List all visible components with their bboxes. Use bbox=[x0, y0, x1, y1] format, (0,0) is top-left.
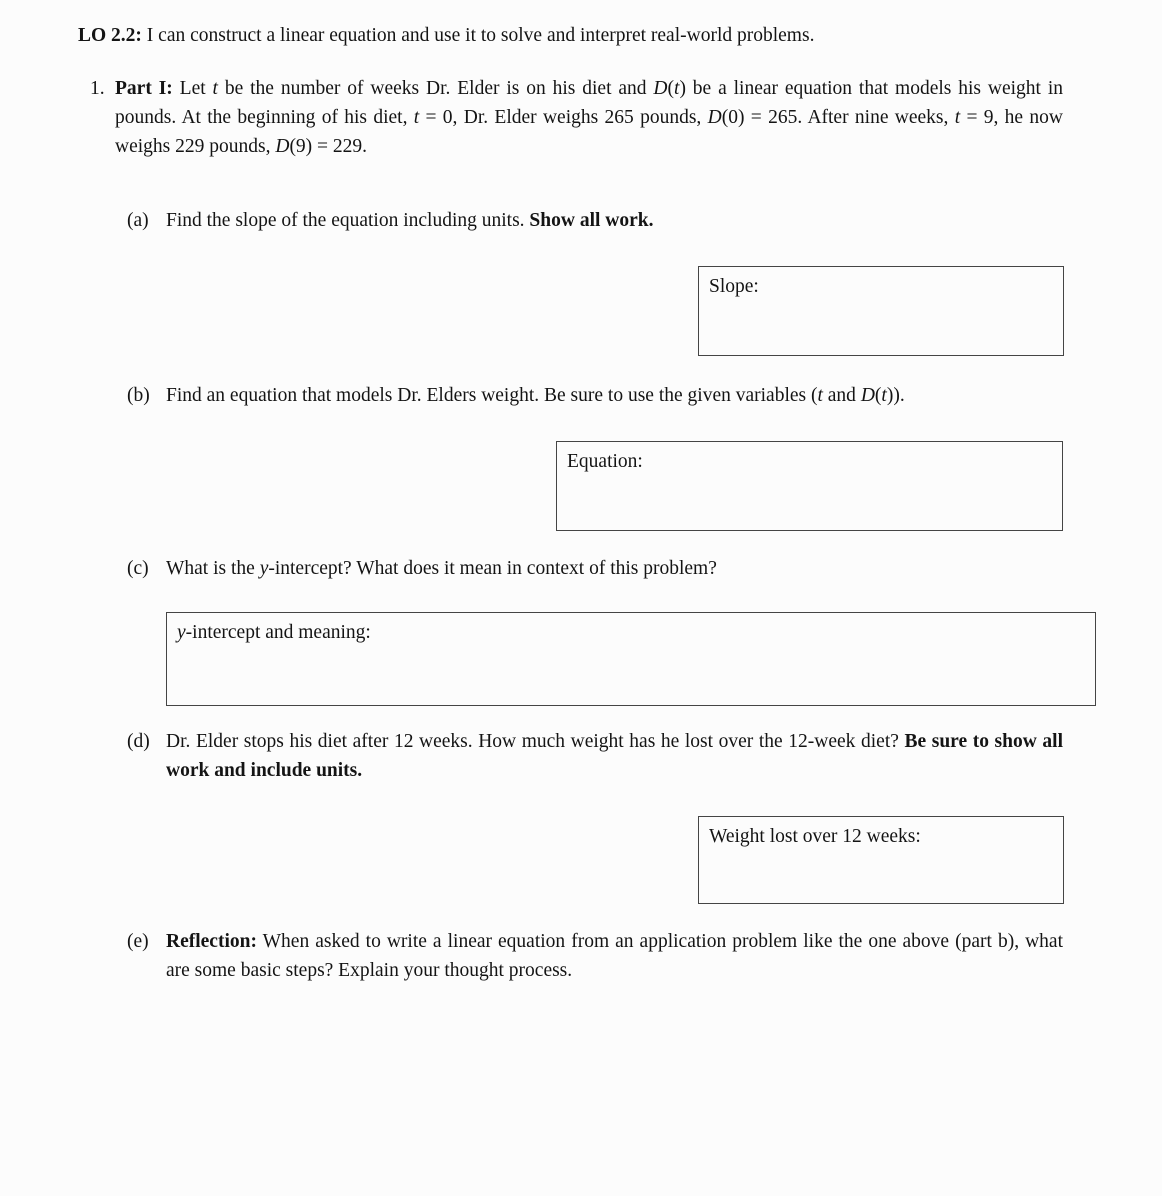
weight-lost-answer-box bbox=[698, 816, 1064, 904]
part-a-text: Find the slope of the equation including units. Show all work. bbox=[166, 210, 654, 232]
problem-number: 1. bbox=[90, 77, 105, 99]
problem-1 bbox=[90, 75, 1063, 162]
part-e-letter: (e) bbox=[127, 930, 149, 952]
part-d-letter: (d) bbox=[127, 731, 150, 753]
part-a-letter: (a) bbox=[127, 210, 149, 232]
weight-lost-box-label: Weight lost over 12 weeks: bbox=[709, 825, 921, 847]
part-b-text: Find an equation that models Dr. Elders weight. Be sure to use the given variables (t and D(t)). bbox=[166, 385, 905, 407]
part-c-text: What is the y-intercept? What does it mean in context of this problem? bbox=[166, 558, 717, 580]
part-c bbox=[127, 555, 1063, 584]
y-intercept-box-label: y-intercept and meaning: bbox=[177, 622, 371, 644]
lo-heading-label: LO 2.2: bbox=[78, 25, 142, 46]
part-e-text: Reflection: When asked to write a linear equation from an application problem like the one above (part b), what are some basic steps? Explain your thought process. bbox=[166, 930, 1063, 981]
problem-intro: Part I: Let t be the number of weeks Dr. Elder is on his diet and D(t) be a linear equation that models his weight in pounds. At the beginning of his diet, t = 0, Dr. Elder weighs 265 pounds, D(0) = 265. After nine weeks, t = 9, he now weighs 229 pounds, D(9) = 229. bbox=[115, 77, 1064, 157]
part-e bbox=[127, 928, 1063, 986]
y-intercept-answer-box bbox=[166, 612, 1096, 706]
slope-answer-box bbox=[698, 266, 1064, 356]
slope-box-label: Slope: bbox=[709, 276, 759, 298]
part-b-letter: (b) bbox=[127, 385, 150, 407]
equation-answer-box bbox=[556, 441, 1063, 531]
part-d bbox=[127, 728, 1063, 786]
part-d-text: Dr. Elder stops his diet after 12 weeks. How much weight has he lost over the 12-week diet? Be sure to show all work and include units. bbox=[166, 731, 1064, 781]
part-b bbox=[127, 382, 1063, 411]
lo-heading bbox=[78, 22, 1063, 51]
part-c-letter: (c) bbox=[127, 558, 149, 580]
equation-box-label: Equation: bbox=[567, 451, 643, 473]
lo-heading-text: I can construct a linear equation and use it to solve and interpret real-world problems. bbox=[141, 25, 815, 46]
part-a bbox=[127, 207, 1063, 236]
